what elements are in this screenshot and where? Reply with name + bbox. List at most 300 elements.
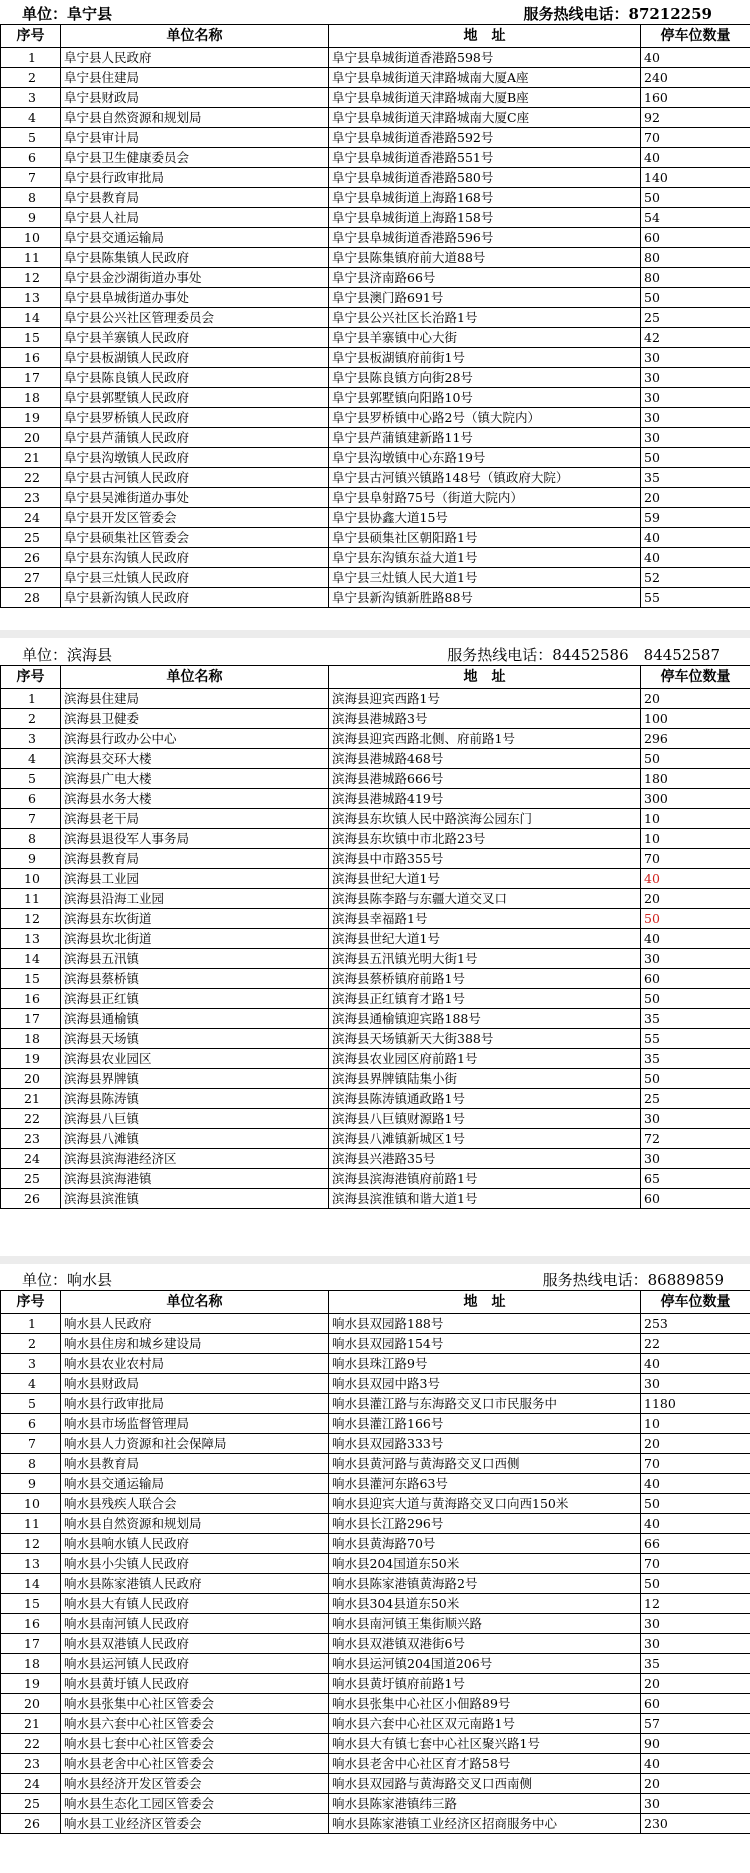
row-number: 5 bbox=[1, 1394, 61, 1414]
table-row bbox=[1, 48, 750, 68]
row-number: 1 bbox=[1, 689, 61, 709]
row-number: 10 bbox=[1, 228, 61, 248]
row-number: 27 bbox=[1, 568, 61, 588]
parking-count: 65 bbox=[641, 1169, 750, 1189]
unit-name: 阜宁县羊寨镇人民政府 bbox=[61, 328, 329, 348]
unit-name: 响水县运河镇人民政府 bbox=[61, 1654, 329, 1674]
address: 阜宁县陈集镇府前大道88号 bbox=[329, 248, 641, 268]
row-number: 22 bbox=[1, 1734, 61, 1754]
address: 滨海县港城路419号 bbox=[329, 789, 641, 809]
parking-count: 253 bbox=[641, 1314, 750, 1334]
parking-count: 60 bbox=[641, 1694, 750, 1714]
section-header bbox=[0, 641, 750, 665]
row-number: 9 bbox=[1, 208, 61, 228]
table-row bbox=[1, 1634, 750, 1654]
address: 滨海县世纪大道1号 bbox=[329, 929, 641, 949]
table-row bbox=[1, 568, 750, 588]
parking-count: 52 bbox=[641, 568, 750, 588]
address: 响水县长江路296号 bbox=[329, 1514, 641, 1534]
row-number: 14 bbox=[1, 308, 61, 328]
unit-name: 滨海县教育局 bbox=[61, 849, 329, 869]
parking-count: 60 bbox=[641, 969, 750, 989]
table-row bbox=[1, 889, 750, 909]
table-row bbox=[1, 989, 750, 1009]
row-number: 6 bbox=[1, 1414, 61, 1434]
unit-name: 响水县七套中心社区管委会 bbox=[61, 1734, 329, 1754]
table-row bbox=[1, 1049, 750, 1069]
address: 阜宁县硕集社区朝阳路1号 bbox=[329, 528, 641, 548]
table-row bbox=[1, 1394, 750, 1414]
unit-name: 阜宁县开发区管委会 bbox=[61, 508, 329, 528]
unit-name: 滨海县沿海工业园 bbox=[61, 889, 329, 909]
address: 响水县灌河东路63号 bbox=[329, 1474, 641, 1494]
unit-name: 滨海县水务大楼 bbox=[61, 789, 329, 809]
address: 滨海县正红镇育才路1号 bbox=[329, 989, 641, 1009]
row-number: 25 bbox=[1, 1794, 61, 1814]
unit-name: 阜宁县财政局 bbox=[61, 88, 329, 108]
header-parking: 停车位数量 bbox=[641, 666, 750, 689]
parking-count: 70 bbox=[641, 1454, 750, 1474]
unit-label: 单位：滨海县 bbox=[22, 646, 113, 664]
table-row bbox=[1, 1494, 750, 1514]
unit-name: 滨海县退役军人事务局 bbox=[61, 829, 329, 849]
header-no: 序号 bbox=[1, 25, 61, 48]
row-number: 1 bbox=[1, 48, 61, 68]
parking-table bbox=[0, 665, 750, 1209]
table-row bbox=[1, 1574, 750, 1594]
address: 滨海县港城路666号 bbox=[329, 769, 641, 789]
row-number: 20 bbox=[1, 1069, 61, 1089]
parking-count: 92 bbox=[641, 108, 750, 128]
parking-count: 54 bbox=[641, 208, 750, 228]
table-row bbox=[1, 1614, 750, 1634]
address: 滨海县滨海港镇府前路1号 bbox=[329, 1169, 641, 1189]
address: 响水县黄圩镇府前路1号 bbox=[329, 1674, 641, 1694]
row-number: 23 bbox=[1, 488, 61, 508]
table-row bbox=[1, 829, 750, 849]
address: 响水县黄海路70号 bbox=[329, 1534, 641, 1554]
parking-count: 20 bbox=[641, 1434, 750, 1454]
unit-name: 阜宁县古河镇人民政府 bbox=[61, 468, 329, 488]
address: 滨海县幸福路1号 bbox=[329, 909, 641, 929]
table-row bbox=[1, 1009, 750, 1029]
table-row bbox=[1, 1814, 750, 1834]
section-header bbox=[0, 1266, 750, 1290]
table-row bbox=[1, 408, 750, 428]
address: 阜宁县郭墅镇向阳路10号 bbox=[329, 388, 641, 408]
address: 滨海县天场镇新天大街388号 bbox=[329, 1029, 641, 1049]
table-row bbox=[1, 288, 750, 308]
parking-count: 35 bbox=[641, 468, 750, 488]
unit-label: 单位：响水县 bbox=[22, 1271, 113, 1289]
unit-name: 滨海县八滩镇 bbox=[61, 1129, 329, 1149]
table-row bbox=[1, 248, 750, 268]
parking-count: 30 bbox=[641, 1374, 750, 1394]
unit-name: 响水县住房和城乡建设局 bbox=[61, 1334, 329, 1354]
table-row bbox=[1, 528, 750, 548]
address: 滨海县世纪大道1号 bbox=[329, 869, 641, 889]
section-xiangshui bbox=[0, 1266, 750, 1834]
table-row bbox=[1, 1754, 750, 1774]
row-number: 5 bbox=[1, 128, 61, 148]
parking-count: 20 bbox=[641, 1774, 750, 1794]
parking-count: 20 bbox=[641, 488, 750, 508]
unit-name: 滨海县五汛镇 bbox=[61, 949, 329, 969]
row-number: 8 bbox=[1, 829, 61, 849]
table-row bbox=[1, 1149, 750, 1169]
table-row bbox=[1, 1354, 750, 1374]
parking-count: 40 bbox=[641, 869, 750, 889]
table-row bbox=[1, 809, 750, 829]
parking-count: 100 bbox=[641, 709, 750, 729]
unit-name: 阜宁县审计局 bbox=[61, 128, 329, 148]
row-number: 15 bbox=[1, 1594, 61, 1614]
parking-count: 50 bbox=[641, 1069, 750, 1089]
parking-count: 40 bbox=[641, 548, 750, 568]
unit-name: 滨海县滨淮镇 bbox=[61, 1189, 329, 1209]
parking-count: 42 bbox=[641, 328, 750, 348]
row-number: 12 bbox=[1, 268, 61, 288]
parking-table bbox=[0, 24, 750, 608]
row-number: 15 bbox=[1, 969, 61, 989]
unit-name: 滨海县滨海港镇 bbox=[61, 1169, 329, 1189]
address: 滨海县农业园区府前路1号 bbox=[329, 1049, 641, 1069]
parking-count: 30 bbox=[641, 1614, 750, 1634]
unit-name: 阜宁县行政审批局 bbox=[61, 168, 329, 188]
table-row bbox=[1, 468, 750, 488]
unit-name: 滨海县老干局 bbox=[61, 809, 329, 829]
row-number: 3 bbox=[1, 1354, 61, 1374]
parking-count: 30 bbox=[641, 1794, 750, 1814]
row-number: 24 bbox=[1, 1149, 61, 1169]
unit-name: 响水县财政局 bbox=[61, 1374, 329, 1394]
table-row bbox=[1, 228, 750, 248]
table-row bbox=[1, 308, 750, 328]
table-row bbox=[1, 108, 750, 128]
table-row bbox=[1, 1774, 750, 1794]
unit-name: 滨海县八巨镇 bbox=[61, 1109, 329, 1129]
parking-count: 10 bbox=[641, 1414, 750, 1434]
unit-name: 响水县残疾人联合会 bbox=[61, 1494, 329, 1514]
table-row bbox=[1, 1514, 750, 1534]
table-row bbox=[1, 388, 750, 408]
address: 阜宁县阜城街道天津路城南大厦A座 bbox=[329, 68, 641, 88]
parking-count: 59 bbox=[641, 508, 750, 528]
row-number: 14 bbox=[1, 1574, 61, 1594]
parking-count: 1180 bbox=[641, 1394, 750, 1414]
parking-count: 55 bbox=[641, 1029, 750, 1049]
address: 响水县灌江路166号 bbox=[329, 1414, 641, 1434]
table-row bbox=[1, 428, 750, 448]
table-row bbox=[1, 88, 750, 108]
header-no: 序号 bbox=[1, 666, 61, 689]
hotline: 服务热线电话：84452586 84452587 bbox=[447, 646, 720, 664]
row-number: 18 bbox=[1, 1029, 61, 1049]
address: 滨海县东坎镇中市北路23号 bbox=[329, 829, 641, 849]
table-row bbox=[1, 548, 750, 568]
section-separator bbox=[0, 630, 750, 638]
unit-name: 响水县陈家港镇人民政府 bbox=[61, 1574, 329, 1594]
address: 阜宁县阜城街道香港路551号 bbox=[329, 148, 641, 168]
unit-name: 滨海县工业园 bbox=[61, 869, 329, 889]
address: 滨海县界牌镇陆集小街 bbox=[329, 1069, 641, 1089]
table-row bbox=[1, 909, 750, 929]
parking-count: 70 bbox=[641, 128, 750, 148]
unit-name: 滨海县蔡桥镇 bbox=[61, 969, 329, 989]
parking-count: 50 bbox=[641, 288, 750, 308]
table-row bbox=[1, 789, 750, 809]
table-row bbox=[1, 1129, 750, 1149]
table-row bbox=[1, 1694, 750, 1714]
unit-name: 阜宁县硕集社区管委会 bbox=[61, 528, 329, 548]
table-row bbox=[1, 488, 750, 508]
table-row bbox=[1, 1734, 750, 1754]
address: 响水县大有镇七套中心社区聚兴路1号 bbox=[329, 1734, 641, 1754]
address: 响水县双园中路3号 bbox=[329, 1374, 641, 1394]
parking-count: 40 bbox=[641, 1514, 750, 1534]
unit-label: 单位：阜宁县 bbox=[22, 5, 113, 23]
unit-name: 阜宁县阜城街道办事处 bbox=[61, 288, 329, 308]
header-parking: 停车位数量 bbox=[641, 1291, 750, 1314]
section-separator bbox=[0, 1256, 750, 1264]
parking-count: 22 bbox=[641, 1334, 750, 1354]
unit-name: 阜宁县自然资源和规划局 bbox=[61, 108, 329, 128]
table-row bbox=[1, 1029, 750, 1049]
table-row bbox=[1, 508, 750, 528]
parking-count: 66 bbox=[641, 1534, 750, 1554]
address: 阜宁县阜城街道香港路580号 bbox=[329, 168, 641, 188]
address: 阜宁县阜射路75号（街道大院内） bbox=[329, 488, 641, 508]
header-parking: 停车位数量 bbox=[641, 25, 750, 48]
unit-name: 滨海县陈涛镇 bbox=[61, 1089, 329, 1109]
header-name: 单位名称 bbox=[61, 666, 329, 689]
address: 滨海县通榆镇迎宾路188号 bbox=[329, 1009, 641, 1029]
unit-name: 阜宁县陈良镇人民政府 bbox=[61, 368, 329, 388]
unit-name: 响水县大有镇人民政府 bbox=[61, 1594, 329, 1614]
unit-name: 响水县人力资源和社会保障局 bbox=[61, 1434, 329, 1454]
unit-name: 响水县农业农村局 bbox=[61, 1354, 329, 1374]
address: 阜宁县阜城街道上海路158号 bbox=[329, 208, 641, 228]
table-row bbox=[1, 709, 750, 729]
parking-count: 296 bbox=[641, 729, 750, 749]
table-row bbox=[1, 1554, 750, 1574]
unit-name: 阜宁县公兴社区管理委员会 bbox=[61, 308, 329, 328]
address: 阜宁县澳门路691号 bbox=[329, 288, 641, 308]
unit-name: 阜宁县吴滩街道办事处 bbox=[61, 488, 329, 508]
unit-name: 滨海县卫健委 bbox=[61, 709, 329, 729]
row-number: 3 bbox=[1, 88, 61, 108]
parking-count: 35 bbox=[641, 1049, 750, 1069]
address: 滨海县中市路355号 bbox=[329, 849, 641, 869]
parking-count: 180 bbox=[641, 769, 750, 789]
table-row bbox=[1, 849, 750, 869]
row-number: 1 bbox=[1, 1314, 61, 1334]
unit-name: 滨海县坎北街道 bbox=[61, 929, 329, 949]
row-number: 23 bbox=[1, 1754, 61, 1774]
address: 响水县双港镇双港街6号 bbox=[329, 1634, 641, 1654]
row-number: 4 bbox=[1, 1374, 61, 1394]
address: 阜宁县板湖镇府前街1号 bbox=[329, 348, 641, 368]
row-number: 9 bbox=[1, 1474, 61, 1494]
unit-name: 阜宁县陈集镇人民政府 bbox=[61, 248, 329, 268]
parking-count: 30 bbox=[641, 348, 750, 368]
row-number: 14 bbox=[1, 949, 61, 969]
unit-name: 响水县交通运输局 bbox=[61, 1474, 329, 1494]
parking-count: 140 bbox=[641, 168, 750, 188]
parking-count: 300 bbox=[641, 789, 750, 809]
unit-name: 阜宁县三灶镇人民政府 bbox=[61, 568, 329, 588]
header-no: 序号 bbox=[1, 1291, 61, 1314]
address: 响水县灌江路与东海路交叉口市民服务中 bbox=[329, 1394, 641, 1414]
unit-name: 响水县市场监督管理局 bbox=[61, 1414, 329, 1434]
address: 响水县黄河路与黄海路交叉口西侧 bbox=[329, 1454, 641, 1474]
unit-name: 响水县响水镇人民政府 bbox=[61, 1534, 329, 1554]
row-number: 2 bbox=[1, 1334, 61, 1354]
table-row bbox=[1, 1314, 750, 1334]
row-number: 25 bbox=[1, 528, 61, 548]
table-row bbox=[1, 188, 750, 208]
address: 阜宁县芦蒲镇建新路11号 bbox=[329, 428, 641, 448]
row-number: 19 bbox=[1, 1674, 61, 1694]
header-address: 地 址 bbox=[329, 1291, 641, 1314]
address: 阜宁县阜城街道香港路596号 bbox=[329, 228, 641, 248]
table-row bbox=[1, 1794, 750, 1814]
unit-name: 滨海县广电大楼 bbox=[61, 769, 329, 789]
address: 阜宁县新沟镇新胜路88号 bbox=[329, 588, 641, 608]
parking-count: 240 bbox=[641, 68, 750, 88]
table-row bbox=[1, 328, 750, 348]
table-header-row bbox=[1, 25, 750, 48]
unit-name: 滨海县天场镇 bbox=[61, 1029, 329, 1049]
unit-name: 滨海县通榆镇 bbox=[61, 1009, 329, 1029]
table-row bbox=[1, 448, 750, 468]
parking-count: 57 bbox=[641, 1714, 750, 1734]
parking-count: 25 bbox=[641, 308, 750, 328]
row-number: 5 bbox=[1, 769, 61, 789]
parking-count: 30 bbox=[641, 949, 750, 969]
table-row bbox=[1, 869, 750, 889]
unit-name: 响水县自然资源和规划局 bbox=[61, 1514, 329, 1534]
unit-name: 滨海县东坎街道 bbox=[61, 909, 329, 929]
address: 阜宁县羊寨镇中心大街 bbox=[329, 328, 641, 348]
parking-count: 72 bbox=[641, 1129, 750, 1149]
row-number: 11 bbox=[1, 889, 61, 909]
address: 阜宁县三灶镇人民大道1号 bbox=[329, 568, 641, 588]
table-row bbox=[1, 148, 750, 168]
row-number: 18 bbox=[1, 388, 61, 408]
table-row bbox=[1, 348, 750, 368]
address: 响水县双园路154号 bbox=[329, 1334, 641, 1354]
section-binhai bbox=[0, 641, 750, 1209]
unit-name: 响水县老舍中心社区管委会 bbox=[61, 1754, 329, 1774]
row-number: 19 bbox=[1, 408, 61, 428]
parking-count: 40 bbox=[641, 929, 750, 949]
address: 阜宁县东沟镇东益大道1号 bbox=[329, 548, 641, 568]
unit-name: 响水县行政审批局 bbox=[61, 1394, 329, 1414]
address: 响水县204国道东50米 bbox=[329, 1554, 641, 1574]
row-number: 7 bbox=[1, 809, 61, 829]
table-row bbox=[1, 1674, 750, 1694]
unit-name: 阜宁县交通运输局 bbox=[61, 228, 329, 248]
parking-count: 40 bbox=[641, 48, 750, 68]
address: 滨海县兴港路35号 bbox=[329, 1149, 641, 1169]
address: 滨海县港城路3号 bbox=[329, 709, 641, 729]
row-number: 10 bbox=[1, 1494, 61, 1514]
address: 响水县迎宾大道与黄海路交叉口向西150米 bbox=[329, 1494, 641, 1514]
parking-count: 70 bbox=[641, 1554, 750, 1574]
table-row bbox=[1, 969, 750, 989]
unit-name: 滨海县行政办公中心 bbox=[61, 729, 329, 749]
row-number: 21 bbox=[1, 1089, 61, 1109]
unit-name: 阜宁县人社局 bbox=[61, 208, 329, 228]
table-row bbox=[1, 1594, 750, 1614]
table-row bbox=[1, 689, 750, 709]
address: 滨海县东坎镇人民中路滨海公园东门 bbox=[329, 809, 641, 829]
table-row bbox=[1, 1534, 750, 1554]
row-number: 26 bbox=[1, 1189, 61, 1209]
table-row bbox=[1, 1109, 750, 1129]
address: 阜宁县沟墩镇中心东路19号 bbox=[329, 448, 641, 468]
unit-name: 滨海县正红镇 bbox=[61, 989, 329, 1009]
row-number: 8 bbox=[1, 188, 61, 208]
table-row bbox=[1, 1654, 750, 1674]
table-row bbox=[1, 208, 750, 228]
row-number: 20 bbox=[1, 1694, 61, 1714]
unit-name: 响水县六套中心社区管委会 bbox=[61, 1714, 329, 1734]
hotline: 服务热线电话：87212259 bbox=[523, 5, 712, 23]
parking-count: 50 bbox=[641, 448, 750, 468]
row-number: 21 bbox=[1, 448, 61, 468]
parking-count: 12 bbox=[641, 1594, 750, 1614]
unit-name: 响水县黄圩镇人民政府 bbox=[61, 1674, 329, 1694]
section-header bbox=[0, 0, 750, 24]
row-number: 10 bbox=[1, 869, 61, 889]
row-number: 9 bbox=[1, 849, 61, 869]
row-number: 11 bbox=[1, 1514, 61, 1534]
table-row bbox=[1, 68, 750, 88]
unit-name: 滨海县住建局 bbox=[61, 689, 329, 709]
unit-name: 响水县双港镇人民政府 bbox=[61, 1634, 329, 1654]
unit-name: 滨海县滨海港经济区 bbox=[61, 1149, 329, 1169]
parking-count: 50 bbox=[641, 188, 750, 208]
unit-name: 阜宁县芦蒲镇人民政府 bbox=[61, 428, 329, 448]
row-number: 2 bbox=[1, 68, 61, 88]
parking-count: 35 bbox=[641, 1009, 750, 1029]
row-number: 6 bbox=[1, 789, 61, 809]
unit-name: 响水县教育局 bbox=[61, 1454, 329, 1474]
row-number: 17 bbox=[1, 1009, 61, 1029]
table-row bbox=[1, 1374, 750, 1394]
address: 响水县双园路333号 bbox=[329, 1434, 641, 1454]
unit-name: 响水县经济开发区管委会 bbox=[61, 1774, 329, 1794]
row-number: 25 bbox=[1, 1169, 61, 1189]
table-row bbox=[1, 1714, 750, 1734]
row-number: 18 bbox=[1, 1654, 61, 1674]
address: 阜宁县阜城街道天津路城南大厦C座 bbox=[329, 108, 641, 128]
unit-name: 响水县生态化工园区管委会 bbox=[61, 1794, 329, 1814]
row-number: 17 bbox=[1, 1634, 61, 1654]
row-number: 3 bbox=[1, 729, 61, 749]
unit-name: 阜宁县教育局 bbox=[61, 188, 329, 208]
unit-name: 阜宁县新沟镇人民政府 bbox=[61, 588, 329, 608]
table-row bbox=[1, 588, 750, 608]
parking-count: 50 bbox=[641, 1494, 750, 1514]
row-number: 7 bbox=[1, 1434, 61, 1454]
address: 响水县双园路与黄海路交叉口西南侧 bbox=[329, 1774, 641, 1794]
table-row bbox=[1, 1069, 750, 1089]
table-row bbox=[1, 949, 750, 969]
unit-name: 阜宁县板湖镇人民政府 bbox=[61, 348, 329, 368]
